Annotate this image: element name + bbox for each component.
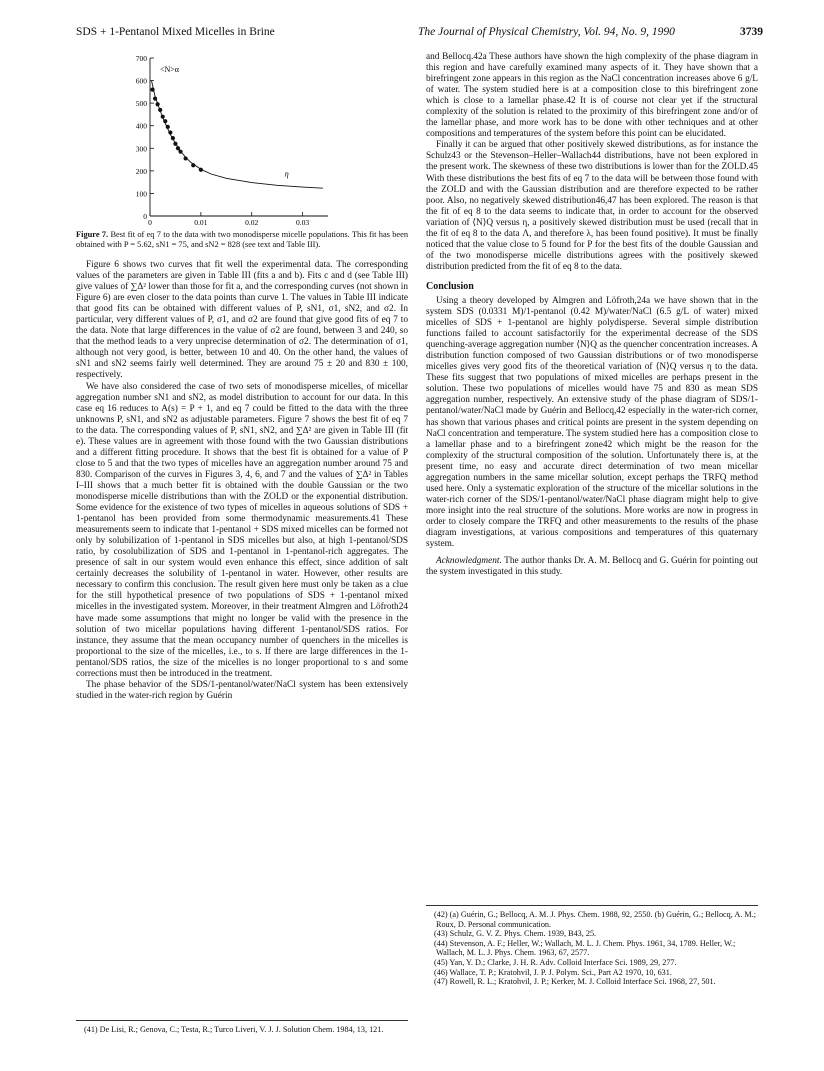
data-point: [161, 115, 165, 119]
y-tick-label: 300: [135, 144, 147, 154]
data-point: [178, 150, 182, 154]
x-tick-label: 0.03: [296, 218, 310, 227]
data-point: [150, 88, 154, 92]
reference-item: (47) Rowell, R. L.; Kratohvil, J. P.; Kerker, M. J. Colloid Interface Sci. 1968, 27, 501.: [434, 977, 716, 987]
reference-item: (46) Wallace, T. P.; Kratohvil, J. P. J. Polym. Sci., Part A2 1970, 10, 631.: [434, 967, 672, 977]
left-column: [76, 52, 408, 702]
conclusion-paragraph: Using a theory developed by Almgren and Löfroth,24a we have shown that in the system SDS (0.0331 M)/1-pentanol (0.42 M)/water/NaCl (6.5 g/L of water) mixed micelles of SDS + 1-pentanol are highly polydisperse. Several simple distribution functions failed to account satisfactorily for the experimental decrease of the SDS quenching-average aggregation number ⟨N⟩Q as the quencher concentration increases. A distribution function composed of two Gaussian distributions or of two monodisperse micelles gives very good fits of the theoretical variation of ⟨N⟩Q versus η to the data. These fits suggest that two populations of mixed micelles are perhaps present in the solution. These two populations of micelles would have 75 and 830 as mean SDS aggregation number, respectively. An extensive study of the phase diagram of SDS/1-pentanol/water/NaCl made by Guérin and Bellocq,42 especially in the water-rich corner, has shown that various phases and critical points are present in the system depending on NaCl concentration and temperature. The system studied here has a composition close to a lamellar phase and to a birefringent zone42 which might be the reason for the complexity of the structural composition of the solution. Unfortunately there is, at the present time, no easy and accurate direct determination of two mean micellar aggregation numbers in the same micellar solution, except perhaps the TRFQ method used here. Only a systematic exploration of the structure of the micellar solutions in the water-rich corner of the SDS/1-pentanol/water/NaCl phase diagram might help to give more insight into the real structure of the solutions. More works are now in progress in order to closely compare the TRFQ and other measurements to the results of the phase diagram investigations, at various compositions and temperatures of this quaternary system.: [426, 295, 758, 550]
figure-7-plot: [76, 52, 408, 228]
y-tick-label: 200: [135, 166, 147, 176]
reference-item: (42) (a) Guérin, G.; Bellocq, A. M. J. Phys. Chem. 1988, 92, 2550. (b) Guérin, G.; Bellocq, A. M.; Roux, D. Personal communication.: [434, 910, 757, 929]
eta-annotation: η: [284, 169, 289, 179]
reference-item: (45) Yan, Y. D.; Clarke, J. H. R. Adv. Colloid Interface Sci. 1989, 29, 277.: [434, 957, 677, 967]
body-paragraph: The phase behavior of the SDS/1-pentanol/water/NaCl system has been extensively studied in the water-rich region by Guérin: [76, 679, 408, 701]
x-tick-label: 0.01: [194, 218, 208, 227]
data-point: [184, 156, 188, 160]
acknowledgment-text: The author thanks Dr. A. M. Bellocq and G. Guérin for pointing out the system investigated in this study.: [426, 556, 758, 578]
data-point: [156, 102, 160, 106]
page-number: 3739: [740, 26, 763, 38]
body-paragraph: and Bellocq.42a These authors have shown the high complexity of the phase diagram in this region and have carefully examined many aspects of it. They have shown that a birefringent zone appears in this region as the NaCl concentration increases above 6 g/L of water. The system studied here is at a composition close to this birefringent zone which is close to a lamellar phase.42 It is of course not clear yet if the structural complexity of the solution is related to the proximity of this birefringent zone and/or of the lamellar phase, and more work has to be done with other techniques and at other compositions and temperatures of the system before this point can be elucidated.: [426, 52, 758, 140]
y-tick-label: 100: [135, 189, 147, 199]
references-left: [76, 1020, 408, 1035]
y-axis-label: <N>α: [160, 65, 179, 74]
acknowledgment-label: Acknowledgment.: [436, 556, 502, 567]
figure-caption: [76, 230, 408, 250]
acknowledgment: [426, 556, 758, 578]
data-point: [168, 130, 172, 134]
y-tick-label: 0: [143, 212, 147, 221]
data-point: [166, 125, 170, 129]
body-paragraph: Figure 6 shows two curves that fit well the experimental data. The corresponding values of the parameters are given in Table III (fits a and b). Fits c and d (see Table III) give values of ∑Δ² lower than those for fit a, and the corresponding curves (not shown in Figure 6) are even closer to the data points than curve 1. The values in Table III indicate that good fits can be obtained with different values of P, sN1, σ1, sN2, and σ2. In particular, very different values of P, σ1, and σ2 are found that give good fits of eq 7 to the data. Note that large differences in the value of σ2 are found, between 3 and 240, so that the method leads to a very unprecise determination of σ2. The determination of σ1, although not very good, is better, between 10 and 40. On the other hand, the values of sN1 and sN2 seems fairly well determined. They are around 75 ± 20 and 830 ± 100, respectively.: [76, 260, 408, 381]
reference-item: (41) De Lisi, R.; Genova, C.; Testa, R.; Turco Liveri, V. J. J. Solution Chem. 1984, 13, 121.: [84, 1025, 384, 1034]
y-tick-label: 400: [135, 121, 147, 131]
caption-text: Best fit of eq 7 to the data with two monodisperse micelle populations. This fit has been obtained with P = 5.62, sN1 = 75, and sN2 = 828 (see text and Table III).: [76, 230, 409, 249]
body-paragraph: We have also considered the case of two sets of monodisperse micelles, of micellar aggregation number sN1 and sN2, as model distribution to account for our data. In this case eq 16 reduces to A(s) = P + 1, and eq 7 could be fitted to the data with the three unknowns P, sN1, and sN2 as adjustable parameters. Figure 7 shows the best fit of eq 7 to the data. The corresponding values of P, sN1, sN2, and ∑Δ² are given in Table III (fit e). These values are in agreement with those found with the two Gaussian distributions and a different fitting procedure. It shows that the best fit is obtained for a value of P close to 5 and that the two types of micelles have an aggregation number around 75 and 830. Comparison of the curves in Figures 3, 4, 6, and 7 and the values of ∑Δ² in Tables I–III shows that a much better fit is obtained with the double Gaussian or the two monodisperse micelle distributions than with the ZOLD or the exponential distribution. Some evidence for the existence of two types of micelles in aqueous solutions of SDS + 1-pentanol has been provided from some thermodynamic measurements.41 These measurements seem to indicate that 1-pentanol + SDS mixed micelles can be formed not only by solubilization of 1-pentanol in SDS micelles but also, at high 1-pentanol/SDS ratio, by cosolubilization of SDS and 1-pentanol in 1-pentanol-rich aggregates. The presence of salt in our system would even enhance this effect, since addition of salt certainly decreases the solubility of 1-pentanol in water. However, other results are necessary to confirm this conclusion. The result given here must only be taken as a clue for the still hypothetical presence of two populations of SDS + 1-pentanol mixed micelles in the investigated system. Moreover, in their treatment Almgren and Löfroth24 have made some assumptions that might no longer be valid with the presence in the solution of two micellar populations having different 1-pentanol/SDS ratios. For instance, they assume that the mean occupancy number of quenchers in the micelles is proportional to the size of the micelles, i.e., to s. If there are large differences in the 1-pentanol/SDS ratios, the size of the micelles is no longer proportional to s and some corrections must then be introduced in the treatment.: [76, 381, 408, 679]
section-heading-conclusion: Conclusion: [426, 280, 474, 292]
data-point: [176, 146, 180, 150]
data-point: [171, 136, 175, 140]
fit-curve: [152, 81, 323, 189]
data-point: [173, 142, 177, 146]
reference-item: (44) Stevenson, A. F.; Heller, W.; Wallach, M. L. J. Chem. Phys. 1961, 34, 1789. Heller, W.; Wallach, M. L. J. Phys. Chem. 1963, 67, 2577.: [434, 938, 736, 958]
data-point: [158, 108, 162, 112]
journal-citation: The Journal of Physical Chemistry, Vol. 94, No. 9, 1990: [418, 26, 675, 38]
data-point: [153, 97, 157, 101]
x-tick-label: 0: [148, 218, 152, 227]
figure-7: [76, 52, 408, 228]
y-tick-label: 600: [135, 76, 147, 86]
right-column: [426, 52, 758, 578]
y-tick-label: 700: [135, 54, 147, 63]
data-point: [199, 168, 203, 172]
data-point: [163, 119, 167, 123]
y-tick-label: 500: [135, 99, 147, 109]
x-tick-label: 0.02: [245, 218, 259, 227]
reference-item: (43) Schulz, G. V. Z. Phys. Chem. 1939, B43, 25.: [434, 929, 597, 939]
caption-label: Figure 7.: [76, 230, 109, 239]
running-title: SDS + 1-Pentanol Mixed Micelles in Brine: [76, 26, 275, 38]
body-paragraph: Finally it can be argued that other positively skewed distributions, as for instance the Schulz43 or the Stevenson–Heller–Wallach44 distributions, have not been explored in the present work. The skewness of these two distributions is lower than for the ZOLD.45 With these distributions the best fits of eq 7 to the data will be between those found with the ZOLD and with the Gaussian distribution and are therefore expected to be rather poor. Also, no negatively skewed distribution46,47 has been explored. The reason is that the fit of eq 8 to the data seems to indicate that, in order to account for the observed variation of ⟨N⟩Q versus η, a positively skewed distribution must be used (recall that in the fit of eq 8 to the data Λ, and therefore λ, has been found positive). It must be finally noticed that the value close to 5 found for P for the best fits of the double Gaussian and of the two monodisperse micelle distributions agrees with the positively skewed distribution predicted from the fit of eq 8 to the data.: [426, 140, 758, 272]
references-right: [426, 905, 758, 987]
data-point: [191, 163, 195, 167]
